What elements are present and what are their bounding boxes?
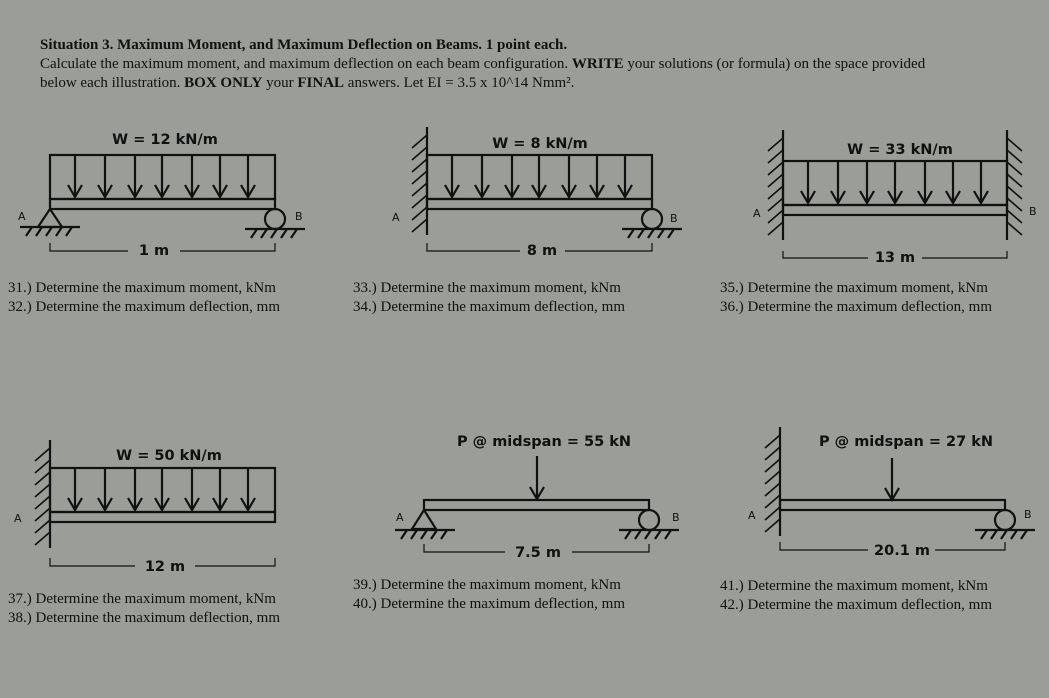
question-36: 36.) Determine the maximum deflection, mm xyxy=(720,299,993,315)
question-39: 39.) Determine the maximum moment, kNm xyxy=(353,577,621,593)
situation-title: Situation 3. Maximum Moment, and Maximum Deflection on Beams. 1 point each. xyxy=(40,37,568,53)
svg-text:W = 8 kN/m: W = 8 kN/m xyxy=(492,136,588,152)
svg-text:B: B xyxy=(295,210,303,223)
svg-text:A: A xyxy=(753,207,761,220)
question-42: 42.) Determine the maximum deflection, mm xyxy=(720,597,993,613)
svg-text:P @ midspan = 27 kN: P @ midspan = 27 kN xyxy=(818,434,994,450)
svg-text:B: B xyxy=(1024,508,1032,521)
svg-text:P @ midspan = 55 kN: P @ midspan = 55 kN xyxy=(456,434,632,450)
svg-text:7.5 m: 7.5 m xyxy=(515,545,561,561)
question-32: 32.) Determine the maximum deflection, mm xyxy=(8,299,281,315)
svg-text:B: B xyxy=(672,511,680,524)
fixed-wall-icon xyxy=(765,427,780,536)
svg-text:20.1 m: 20.1 m xyxy=(874,543,930,559)
svg-text:A: A xyxy=(392,211,400,224)
svg-text:W = 50 kN/m: W = 50 kN/m xyxy=(116,448,222,464)
instruction-line-2: below each illustration. BOX ONLY your FINAL answers. Let EI = 3.5 x 10^14 Nmm². xyxy=(40,75,575,91)
svg-text:W = 33 kN/m: W = 33 kN/m xyxy=(847,142,953,158)
instruction-line-1: Calculate the maximum moment, and maximum deflection on each beam configuration. WRITE your solutions (or formula) on the space provided xyxy=(40,56,926,72)
svg-text:8 m: 8 m xyxy=(526,243,558,259)
svg-text:A: A xyxy=(18,210,26,223)
load-label: W = 12 kN/m xyxy=(112,132,218,148)
question-37: 37.) Determine the maximum moment, kNm xyxy=(8,591,276,607)
question-41: 41.) Determine the maximum moment, kNm xyxy=(720,578,988,594)
svg-text:B: B xyxy=(1029,205,1037,218)
question-34: 34.) Determine the maximum deflection, mm xyxy=(353,299,626,315)
span-label: 1 m xyxy=(138,243,170,259)
question-31: 31.) Determine the maximum moment, kNm xyxy=(8,280,276,296)
svg-text:A: A xyxy=(396,511,404,524)
point-load-arrow-icon xyxy=(885,458,899,500)
svg-text:B: B xyxy=(670,212,678,225)
question-40: 40.) Determine the maximum deflection, mm xyxy=(353,596,626,612)
svg-text:A: A xyxy=(14,512,22,525)
question-35: 35.) Determine the maximum moment, kNm xyxy=(720,280,988,296)
svg-text:13 m: 13 m xyxy=(874,250,916,266)
question-33: 33.) Determine the maximum moment, kNm xyxy=(353,280,621,296)
question-38: 38.) Determine the maximum deflection, mm xyxy=(8,610,281,626)
svg-text:12 m: 12 m xyxy=(144,559,186,575)
svg-text:A: A xyxy=(748,509,756,522)
